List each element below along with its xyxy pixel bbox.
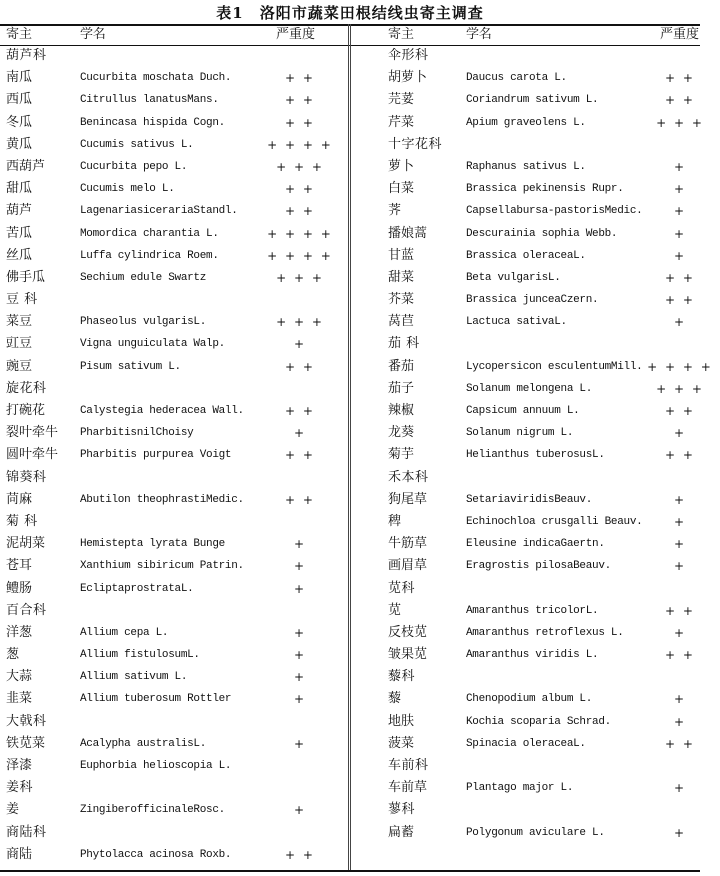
host-cell: 姜科 [6, 780, 34, 796]
table-row [0, 733, 348, 755]
scientific-name-cell: Capsellabursa-pastorisMedic. [466, 205, 643, 218]
table-row [0, 223, 348, 245]
host-cell: 萝卜 [388, 158, 415, 174]
column-divider [348, 24, 351, 870]
severity-cell: + [293, 337, 307, 352]
severity-cell: + + [285, 204, 315, 219]
table-row [352, 644, 700, 666]
host-cell: 旋花科 [6, 380, 47, 396]
family-row [352, 755, 700, 777]
severity-cell: + + + [656, 115, 704, 130]
host-cell: 地肤 [388, 713, 415, 729]
severity-cell: + [293, 625, 307, 640]
severity-cell: + + + [276, 315, 324, 330]
severity-cell: + [293, 426, 307, 441]
table-row [0, 844, 348, 866]
host-cell: 豌豆 [6, 358, 33, 374]
severity-cell: + [673, 692, 687, 707]
host-cell: 商陆科 [6, 824, 47, 840]
host-cell: 苋 [388, 602, 402, 618]
host-cell: 番茄 [388, 358, 415, 374]
table-row [352, 822, 700, 844]
scientific-name-cell: Brassica junceaCzern. [466, 294, 599, 307]
host-cell: 铁苋菜 [6, 735, 46, 751]
severity-cell: + + [665, 448, 695, 463]
table-row [0, 156, 348, 178]
table-row [352, 533, 700, 555]
table-row [352, 267, 700, 289]
host-cell: 大戟科 [6, 713, 47, 729]
scientific-name-cell: Lycopersicon esculentumMill. [466, 360, 643, 373]
table-row [352, 422, 700, 444]
severity-cell: + [673, 781, 687, 796]
scientific-name-cell: Benincasa hispida Cogn. [80, 116, 225, 129]
host-cell: 稗 [388, 513, 402, 529]
scientific-name-cell: Acalypha australisL. [80, 737, 207, 750]
severity-cell: + + + + [267, 226, 333, 241]
table-row [352, 489, 700, 511]
severity-cell: + + [665, 71, 695, 86]
host-cell: 芹菜 [388, 114, 415, 130]
severity-cell: + + [665, 93, 695, 108]
table-row [0, 644, 348, 666]
table-row [352, 178, 700, 200]
table-row [0, 67, 348, 89]
host-cell: 车前草 [388, 780, 428, 796]
host-cell: 荠 [388, 203, 402, 219]
scientific-name-cell: Raphanus sativus L. [466, 160, 586, 173]
host-cell: 蓼科 [388, 802, 416, 818]
severity-cell: + [673, 537, 687, 552]
scientific-name-cell: Phaseolus vulgarisL. [80, 316, 207, 329]
severity-cell: + [293, 581, 307, 596]
severity-cell: + [673, 426, 687, 441]
host-cell: 佛手瓜 [6, 269, 46, 285]
scientific-name-cell: Allium cepa L. [80, 626, 169, 639]
host-cell: 商陆 [6, 846, 33, 862]
table-row [352, 378, 704, 400]
host-cell: 茄 科 [388, 336, 420, 352]
scientific-name-cell: Hemistepta lyrata Bunge [80, 538, 225, 551]
table-row [0, 112, 348, 134]
severity-cell: + + [665, 404, 695, 418]
table-row [0, 134, 348, 156]
host-cell: 辣椒 [388, 403, 415, 418]
severity-cell: + + [285, 492, 315, 507]
host-cell: 苦瓜 [6, 225, 33, 241]
host-cell: 牛筋草 [388, 536, 428, 552]
severity-cell: + [293, 692, 307, 707]
host-cell: 莴苣 [388, 314, 415, 330]
family-row [352, 799, 700, 821]
severity-cell: + + + + [267, 248, 333, 263]
severity-cell: + [293, 559, 307, 574]
scientific-name-cell: Spinacia oleraceaL. [466, 737, 586, 750]
severity-cell: + [673, 182, 687, 197]
table-row [0, 489, 348, 511]
family-row [0, 511, 348, 533]
table-row [0, 622, 348, 644]
table-row [352, 200, 700, 222]
host-cell: 扁蓄 [388, 824, 415, 840]
severity-cell: + + [665, 736, 695, 751]
severity-cell: + [673, 492, 687, 507]
host-cell: 打碗花 [6, 403, 46, 418]
scientific-name-cell: Allium fistulosumL. [80, 649, 200, 662]
host-cell: 甜菜 [388, 269, 415, 285]
table-row [352, 89, 700, 111]
severity-cell: + + [285, 115, 315, 130]
scientific-name-cell: Allium sativum L. [80, 671, 188, 684]
scientific-name-cell: ZingiberofficinaleRosc. [80, 804, 225, 817]
table-row [0, 755, 348, 777]
host-cell: 菊芋 [388, 447, 415, 463]
severity-cell: + + [665, 293, 695, 308]
host-cell: 葫芦科 [6, 48, 47, 63]
scientific-name-cell: Eleusine indicaGaertn. [466, 538, 605, 551]
scientific-name-cell: Amaranthus viridis L. [466, 649, 599, 662]
header-row [352, 24, 700, 45]
header-scientific-name: 学名 [466, 27, 492, 42]
host-cell: 甘蓝 [388, 247, 415, 263]
severity-cell: + + [285, 93, 315, 108]
table-row [0, 444, 348, 466]
host-cell: 龙葵 [388, 425, 415, 441]
table-row [352, 555, 700, 577]
table-row [0, 666, 348, 688]
scientific-name-cell: Chenopodium album L. [466, 693, 593, 706]
severity-cell: + + [285, 847, 315, 862]
severity-cell: + [293, 670, 307, 685]
header-severity: 严重度 [660, 27, 700, 42]
table-row [0, 400, 348, 422]
scientific-name-cell: Brassica pekinensis Rupr. [466, 183, 624, 196]
family-row [0, 822, 348, 844]
scientific-name-cell: Daucus carota L. [466, 72, 567, 85]
table-row [0, 200, 348, 222]
scientific-name-cell: Sechium edule Swartz [80, 271, 207, 284]
scientific-name-cell: Luffa cylindrica Roem. [80, 249, 219, 262]
table-row [352, 112, 704, 134]
scientific-name-cell: PharbitisnilChoisy [80, 427, 194, 440]
host-cell: 西瓜 [6, 92, 33, 108]
table-row [0, 333, 348, 355]
severity-cell: + [293, 648, 307, 663]
family-row [352, 45, 700, 67]
scientific-name-cell: Momordica charantia L. [80, 227, 219, 240]
severity-cell: + [673, 559, 687, 574]
scientific-name-cell: Kochia scoparia Schrad. [466, 715, 611, 728]
severity-cell: + + [285, 404, 315, 418]
scientific-name-cell: Polygonum aviculare L. [466, 826, 605, 839]
host-cell: 甜瓜 [6, 181, 33, 197]
host-cell: 豆 科 [6, 292, 38, 308]
table-row [352, 289, 700, 311]
scientific-name-cell: Pharbitis purpurea Voigt [80, 449, 232, 462]
host-cell: 车前科 [388, 758, 429, 773]
header-row [0, 24, 348, 45]
scientific-name-cell: Echinochloa crusgalli Beauv. [466, 515, 643, 528]
host-cell: 泽漆 [6, 758, 33, 773]
table-row [0, 245, 348, 267]
family-row [0, 45, 348, 67]
scientific-name-cell: Cucurbita moschata Duch. [80, 72, 232, 85]
table-left-half [0, 24, 348, 866]
table-row [352, 622, 700, 644]
host-cell: 西葫芦 [6, 158, 46, 174]
table-row [0, 311, 348, 333]
severity-cell: + [293, 803, 307, 818]
family-row [352, 578, 700, 600]
scientific-name-cell: Descurainia sophia Webb. [466, 227, 618, 240]
table-row [0, 356, 348, 378]
host-cell: 菜豆 [6, 314, 33, 330]
severity-cell: + + + [656, 381, 704, 396]
family-row [0, 711, 348, 733]
host-cell: 藜科 [388, 669, 416, 685]
host-cell: 冬瓜 [6, 114, 33, 130]
host-cell: 茄子 [388, 380, 415, 396]
host-cell: 菠菜 [388, 735, 415, 751]
header-host: 寄主 [6, 27, 33, 42]
scientific-name-cell: Vigna unguiculata Walp. [80, 338, 225, 351]
host-cell: 圆叶牵牛 [6, 447, 59, 463]
scientific-name-cell: Beta vulgarisL. [466, 271, 561, 284]
family-row [352, 666, 700, 688]
host-cell: 苍耳 [6, 558, 33, 574]
host-cell: 皱果苋 [388, 647, 428, 663]
header-scientific-name: 学名 [80, 27, 106, 42]
host-cell: 姜 [6, 802, 20, 818]
severity-cell: + + [285, 182, 315, 197]
host-cell: 韭菜 [6, 691, 33, 707]
scientific-name-cell: Cucurbita pepo L. [80, 160, 188, 173]
host-cell: 禾本科 [388, 469, 429, 485]
host-cell: 百合科 [6, 602, 47, 618]
severity-cell: + [673, 514, 687, 529]
scientific-name-cell: EcliptaprostrataL. [80, 582, 194, 595]
host-cell: 胡萝卜 [388, 70, 428, 86]
family-row [0, 289, 348, 311]
table-row [0, 688, 348, 710]
table-row [0, 89, 348, 111]
host-cell: 大蒜 [6, 669, 33, 685]
scientific-name-cell: Cucumis melo L. [80, 183, 175, 196]
scientific-name-cell: Brassica oleraceaL. [466, 249, 586, 262]
severity-cell: + [673, 714, 687, 729]
scientific-name-cell: Allium tuberosum Rottler [80, 693, 232, 706]
host-cell: 播娘蒿 [388, 225, 428, 241]
scientific-name-cell: SetariaviridisBeauv. [466, 493, 593, 506]
severity-cell: + + + [276, 159, 324, 174]
severity-cell: + [673, 315, 687, 330]
scientific-name-cell: Cucumis sativus L. [80, 138, 194, 151]
severity-cell: + + [665, 603, 695, 618]
table-row [352, 67, 700, 89]
scientific-name-cell: Amaranthus retroflexus L. [466, 626, 624, 639]
host-cell: 丝瓜 [6, 247, 33, 263]
host-cell: 伞形科 [388, 48, 429, 63]
table-row [352, 600, 700, 622]
host-cell: 藜 [388, 691, 402, 707]
table-row [352, 711, 700, 733]
family-row [0, 777, 348, 799]
table-row [352, 733, 700, 755]
header-host: 寄主 [388, 27, 415, 42]
scientific-name-cell: Abutilon theophrastiMedic. [80, 493, 244, 506]
scientific-name-cell: Eragrostis pilosaBeauv. [466, 560, 611, 573]
severity-cell: + [673, 248, 687, 263]
host-cell: 芫荽 [388, 92, 415, 108]
family-row [0, 378, 348, 400]
host-cell: 裂叶牵牛 [6, 425, 59, 441]
severity-cell: + + [665, 648, 695, 663]
scientific-name-cell: Xanthium sibiricum Patrin. [80, 560, 244, 573]
scientific-name-cell: Lactuca sativaL. [466, 316, 567, 329]
table-row [352, 511, 700, 533]
bottom-rule [0, 870, 700, 872]
table-row [0, 799, 348, 821]
table-row [352, 688, 700, 710]
table-row [0, 422, 348, 444]
host-cell: 黄瓜 [6, 136, 33, 152]
table-row [352, 156, 700, 178]
table-row [352, 777, 700, 799]
host-cell: 南瓜 [6, 70, 33, 86]
host-cell: 洋葱 [6, 624, 33, 640]
scientific-name-cell: Capsicum annuum L. [466, 405, 580, 417]
table-row [352, 444, 700, 466]
host-cell: 菊 科 [6, 513, 38, 529]
scientific-name-cell: Pisum sativum L. [80, 360, 181, 373]
table-row [0, 555, 348, 577]
table-row [352, 400, 700, 422]
family-row [352, 467, 700, 489]
severity-cell: + [673, 159, 687, 174]
severity-cell: + + [285, 448, 315, 463]
host-cell: 泥胡菜 [6, 536, 46, 552]
host-cell: 锦葵科 [6, 469, 47, 485]
severity-cell: + [673, 226, 687, 241]
host-cell: 十字花科 [388, 136, 443, 152]
scientific-name-cell: Calystegia hederacea Wall. [80, 405, 244, 417]
severity-cell: + + + + [267, 137, 333, 152]
table-row [352, 245, 700, 267]
host-cell: 葫芦 [6, 203, 33, 219]
severity-cell: + + + [276, 270, 324, 285]
host-cell: 葱 [6, 647, 20, 663]
table-row [352, 311, 700, 333]
severity-cell: + [673, 204, 687, 219]
host-cell: 芥菜 [388, 292, 415, 308]
table-right-half [352, 24, 713, 844]
header-severity: 严重度 [276, 27, 316, 42]
host-cell: 反枝苋 [388, 624, 428, 640]
severity-cell: + + [285, 359, 315, 374]
host-cell: 画眉草 [388, 558, 428, 574]
severity-cell: + [293, 736, 307, 751]
host-cell: 鳢肠 [6, 580, 33, 596]
table-row [0, 578, 348, 600]
severity-cell: + + [285, 71, 315, 86]
scientific-name-cell: Plantago major L. [466, 782, 574, 795]
host-cell: 狗尾草 [388, 491, 428, 507]
table-row [352, 223, 700, 245]
severity-cell: + + [665, 270, 695, 285]
family-row [352, 333, 700, 355]
table-row [0, 533, 348, 555]
severity-cell: + + + + [647, 359, 713, 374]
scientific-name-cell: LagenariasicerariaStandl. [80, 205, 238, 218]
host-cell: 豇豆 [6, 336, 33, 352]
host-cell: 白菜 [388, 181, 415, 197]
severity-cell: + [673, 825, 687, 840]
scientific-name-cell: Phytolacca acinosa Roxb. [80, 848, 232, 861]
scientific-name-cell: Helianthus tuberosusL. [466, 449, 605, 462]
table-row [352, 356, 713, 378]
scientific-name-cell: Apium graveolens L. [466, 116, 586, 129]
scientific-name-cell: Citrullus lanatusMans. [80, 94, 219, 107]
scientific-name-cell: Coriandrum sativum L. [466, 94, 599, 107]
family-row [0, 467, 348, 489]
severity-cell: + [673, 625, 687, 640]
host-cell: 苘麻 [6, 491, 33, 507]
table-row [0, 178, 348, 200]
table-title: 表1 洛阳市蔬菜田根结线虫寄主调查 [216, 4, 484, 22]
family-row [352, 134, 700, 156]
scientific-name-cell: Solanum melongena L. [466, 382, 593, 395]
scientific-name-cell: Solanum nigrum L. [466, 427, 574, 440]
family-row [0, 600, 348, 622]
host-cell: 苋科 [388, 580, 416, 596]
scientific-name-cell: Euphorbia helioscopia L. [80, 760, 232, 772]
severity-cell: + [293, 537, 307, 552]
table-row [0, 267, 348, 289]
scientific-name-cell: Amaranthus tricolorL. [466, 604, 599, 617]
